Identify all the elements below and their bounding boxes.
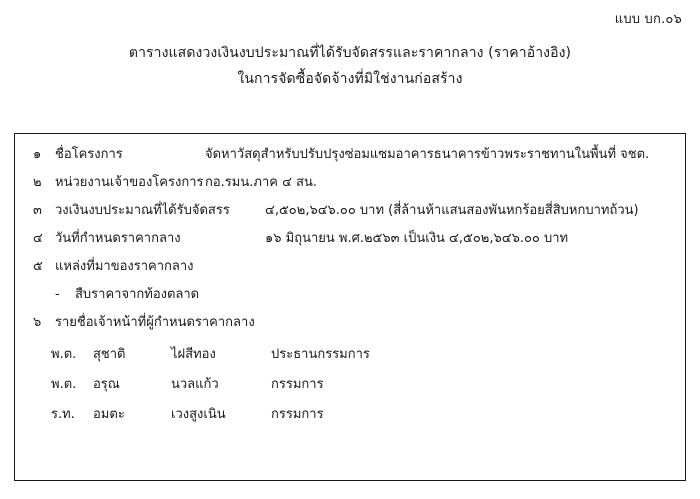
item-label: ชื่อโครงการ: [55, 147, 123, 162]
item-value: ๑๖ มิถุนายน พ.ศ.๒๕๖๓ เป็นเงิน ๔,๕๐๒,๖๔๖.๐๐ บาท: [265, 231, 569, 246]
document-title-block: [0, 42, 700, 90]
official-role: ประธานกรรมการ: [271, 347, 370, 362]
official-rank: พ.ต.: [51, 377, 77, 392]
official-role: กรรมการ: [271, 377, 324, 392]
item-number: ๕: [33, 259, 43, 274]
list-item: [15, 174, 685, 192]
official-rank: ร.ท.: [51, 407, 75, 422]
item-label: แหล่งที่มาของราคากลาง: [55, 259, 194, 274]
item-value: กอ.รมน.ภาค ๔ สน.: [205, 175, 318, 190]
source-bullet: [15, 286, 685, 304]
official-role: กรรมการ: [271, 407, 324, 422]
list-item: [15, 202, 685, 220]
page-title: ตารางแสดงวงเงินงบประมาณที่ได้รับจัดสรรและราคากลาง (ราคาอ้างอิง): [128, 45, 572, 61]
item-label: หน่วยงานเจ้าของโครงการ: [55, 175, 204, 190]
official-row: [15, 376, 685, 394]
items-list: [15, 134, 685, 436]
official-row: [15, 346, 685, 364]
official-last-name: ไฝสีทอง: [171, 347, 216, 362]
item-number: ๒: [33, 175, 42, 190]
page-subtitle: ในการจัดซื้อจัดจ้างที่มิใช่งานก่อสร้าง: [237, 71, 463, 87]
item-value: ๔,๕๐๒,๖๔๖.๐๐ บาท (สี่ล้านห้าแสนสองพันหกร้อยสี่สิบหกบาทถ้วน): [265, 203, 639, 218]
item-number: ๓: [33, 203, 42, 218]
list-item: [15, 146, 685, 164]
list-item: [15, 230, 685, 248]
list-item: [15, 314, 685, 332]
official-first-name: อมตะ: [93, 407, 125, 422]
bullet-text: สืบราคาจากท้องตลาด: [75, 287, 200, 302]
bullet-dash: -: [55, 287, 60, 302]
content-frame: [14, 133, 686, 481]
item-label: รายชื่อเจ้าหน้าที่ผู้กำหนดราคากลาง: [55, 315, 255, 330]
list-item: [15, 258, 685, 276]
item-number: ๖: [33, 315, 42, 330]
official-first-name: อรุณ: [93, 377, 120, 392]
item-label: วงเงินงบประมาณที่ได้รับจัดสรร: [55, 203, 230, 218]
item-label: วันที่กำหนดราคากลาง: [55, 231, 181, 246]
official-last-name: เวงสูงเนิน: [171, 407, 226, 422]
official-first-name: สุชาติ: [93, 347, 126, 362]
official-rank: พ.ต.: [51, 347, 77, 362]
item-value: จัดหาวัสดุสำหรับปรับปรุงซ่อมแซมอาคารธนาคารข้าวพระราชทานในพื้นที่ จชต.: [205, 147, 650, 162]
official-row: [15, 406, 685, 424]
item-number: ๔: [33, 231, 43, 246]
form-code: แบบ บก.๐๖: [614, 12, 682, 27]
official-last-name: นวลแก้ว: [171, 377, 219, 392]
item-number: ๑: [33, 147, 42, 162]
